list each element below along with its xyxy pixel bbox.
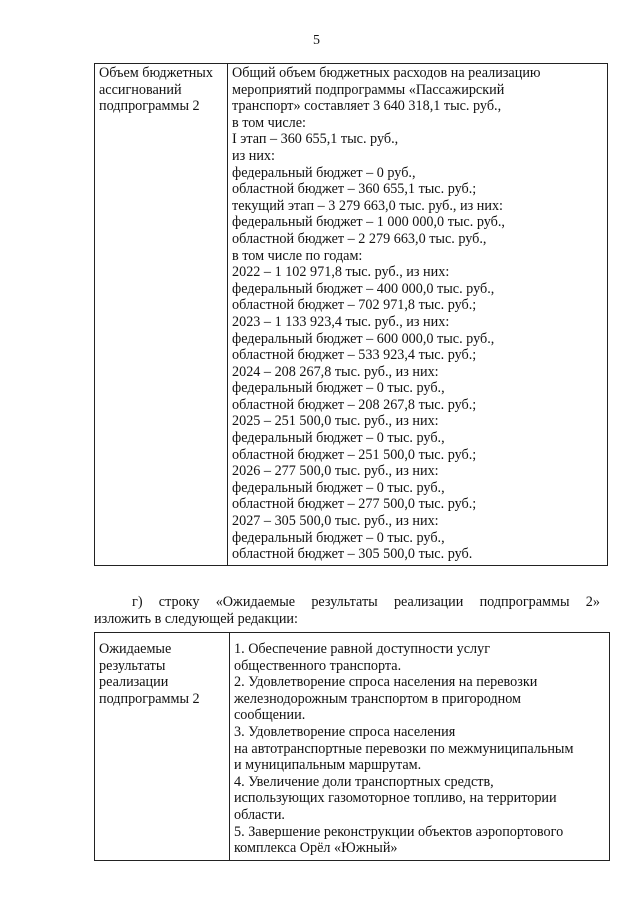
text-line: ассигнований bbox=[99, 81, 182, 98]
text-line: областной бюджет – 702 971,8 тыс. руб.; bbox=[232, 297, 477, 314]
text-line: сообщении. bbox=[234, 707, 306, 724]
text-line: 2027 – 305 500,0 тыс. руб., из них: bbox=[232, 513, 439, 530]
text-line: области. bbox=[234, 806, 285, 823]
text-line: областной бюджет – 305 500,0 тыс. руб. bbox=[232, 546, 473, 563]
text-line: федеральный бюджет – 0 тыс. руб., bbox=[232, 479, 445, 496]
text-line: федеральный бюджет – 0 тыс. руб., bbox=[232, 529, 445, 546]
paragraph-line: г) строку «Ожидаемые результаты реализации подпрограммы 2» bbox=[132, 594, 600, 610]
text-line: 2024 – 208 267,8 тыс. руб., из них: bbox=[232, 363, 439, 380]
text-line: в том числе по годам: bbox=[232, 247, 363, 264]
text-line: подпрограммы 2 bbox=[99, 98, 200, 115]
text-line: в том числе: bbox=[232, 114, 306, 131]
text-line: 2. Удовлетворение спроса населения на перевозки bbox=[234, 674, 538, 691]
text-line: I этап – 360 655,1 тыс. руб., bbox=[232, 131, 399, 148]
text-line: Ожидаемые bbox=[99, 641, 172, 657]
text-line: на автотранспортные перевозки по межмуниципальным bbox=[234, 740, 574, 757]
text-line: областной бюджет – 251 500,0 тыс. руб.; bbox=[232, 446, 477, 463]
text-line: подпрограммы 2 bbox=[99, 690, 200, 707]
text-line: транспорт» составляет 3 640 318,1 тыс. руб., bbox=[232, 98, 502, 115]
text-line: из них: bbox=[232, 147, 275, 164]
text-line: и муниципальным маршрутам. bbox=[234, 757, 422, 774]
text-line: областной бюджет – 2 279 663,0 тыс. руб., bbox=[232, 230, 487, 247]
paragraph-line: изложить в следующей редакции: bbox=[94, 610, 298, 627]
text-line: 2023 – 1 133 923,4 тыс. руб., из них: bbox=[232, 313, 450, 330]
text-line: результаты bbox=[99, 657, 166, 674]
text-line: 2022 – 1 102 971,8 тыс. руб., из них: bbox=[232, 264, 450, 281]
text-line: 1. Обеспечение равной доступности услуг bbox=[234, 641, 491, 657]
text-line: федеральный бюджет – 400 000,0 тыс. руб., bbox=[232, 280, 495, 297]
budget-allocation-label-cell bbox=[95, 64, 228, 566]
text-line: Общий объем бюджетных расходов на реализацию bbox=[232, 65, 541, 81]
text-line: федеральный бюджет – 0 тыс. руб., bbox=[232, 430, 445, 447]
text-line: 2026 – 277 500,0 тыс. руб., из них: bbox=[232, 463, 439, 480]
text-line: 4. Увеличение доли транспортных средств, bbox=[234, 773, 494, 790]
text-line: 5. Завершение реконструкции объектов аэропортового bbox=[234, 823, 564, 840]
text-line: комплекса Орёл «Южный» bbox=[234, 840, 398, 857]
text-line: федеральный бюджет – 600 000,0 тыс. руб., bbox=[232, 330, 495, 347]
budget-allocation-content-cell bbox=[228, 64, 608, 566]
text-line: областной бюджет – 277 500,0 тыс. руб.; bbox=[232, 496, 477, 513]
text-line: федеральный бюджет – 1 000 000,0 тыс. руб., bbox=[232, 214, 505, 231]
table-row bbox=[95, 64, 608, 566]
text-line: 3. Удовлетворение спроса населения bbox=[234, 723, 456, 740]
table-row bbox=[95, 633, 610, 861]
text-line: областной бюджет – 208 267,8 тыс. руб.; bbox=[232, 396, 477, 413]
expected-results-label-cell bbox=[95, 633, 230, 861]
text-line: 2025 – 251 500,0 тыс. руб., из них: bbox=[232, 413, 439, 430]
text-line: Объем бюджетных bbox=[99, 65, 213, 81]
amendment-paragraph bbox=[94, 594, 600, 627]
expected-results-content-cell bbox=[230, 633, 610, 861]
text-line: федеральный бюджет – 0 руб., bbox=[232, 164, 416, 181]
budget-allocation-table bbox=[94, 63, 608, 566]
page-number: 5 bbox=[313, 33, 320, 48]
text-line: текущий этап – 3 279 663,0 тыс. руб., из них: bbox=[232, 197, 503, 214]
text-line: областной бюджет – 360 655,1 тыс. руб.; bbox=[232, 181, 477, 198]
text-line: областной бюджет – 533 923,4 тыс. руб.; bbox=[232, 347, 477, 364]
expected-results-table bbox=[94, 632, 610, 861]
text-line: использующих газомоторное топливо, на территории bbox=[234, 790, 557, 807]
text-line: реализации bbox=[99, 674, 169, 691]
text-line: федеральный бюджет – 0 тыс. руб., bbox=[232, 380, 445, 397]
text-line: мероприятий подпрограммы «Пассажирский bbox=[232, 81, 505, 98]
text-line: железнодорожным транспортом в пригородном bbox=[234, 690, 522, 707]
text-line: общественного транспорта. bbox=[234, 657, 402, 674]
